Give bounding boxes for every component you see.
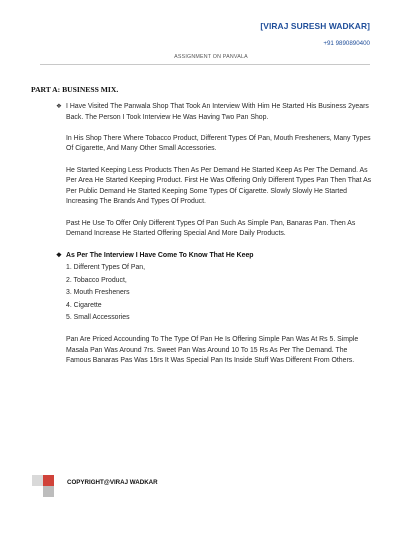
footer-block-light <box>43 486 54 497</box>
footer-block-red <box>43 475 54 486</box>
footer-logo-blocks <box>32 475 62 505</box>
interview-heading <box>56 251 374 262</box>
section-title: PART A: BUSINESS MIX. <box>31 85 119 94</box>
document-subject: ASSIGNMENT ON PANVALA <box>174 54 248 60</box>
footer-block-gray <box>32 475 43 486</box>
list-item: 5. Small Accessories <box>66 313 130 321</box>
list-item: 3. Mouth Fresheners <box>66 289 130 297</box>
intro-paragraph <box>56 102 374 123</box>
phone-number: +91 9890890400 <box>323 40 370 47</box>
document-body <box>56 102 374 367</box>
copyright-text: COPYRIGHT@VIRAJ WADKAR <box>67 479 158 486</box>
diamond-bullet-icon: ❖ <box>56 103 62 110</box>
pricing-paragraph: Pan Are Priced Accounding To The Type Of Pan He Is Offering Simple Pan Was At Rs 5. Simple Masala Pan Was Around 7rs. Sweet Pan Was Around 10 To 15 Rs As Per The Demand. The Famous Banaras Pas Was 15rs It Was Special Pan Its Inside Stuff Was Different From Others. <box>66 335 359 365</box>
intro-paragraph-text: I Have Visited The Panwala Shop That Took An Interview With Him He Started His Business 2years Back. The Person I Took Interview He Was Having Two Pan Shop. <box>66 103 369 121</box>
header-rule <box>40 64 370 65</box>
list-item: 4. Cigarette <box>66 301 102 309</box>
products-paragraph: In His Shop There Where Tobacco Product, Different Types Of Pan, Mouth Fresheners, Many Types Of Cigarette, And Many Other Small Accessories. <box>66 134 371 153</box>
interview-heading-text: As Per The Interview I Have Come To Know That He Keep <box>66 251 254 259</box>
items-list <box>66 262 374 324</box>
growth-paragraph: He Started Keeping Less Products Then As Per Demand He Started Keep As Per The Demand. As Per Area He Started Keeping Product. First He Was Offering Only Different Types Pan Then That As Per Public Demand He Started Keeping Some Types Of Cigarette. Slowly Slowly He Started Increasing The Brands And Types Of Product. <box>66 166 372 206</box>
list-item: 2. Tobacco Product, <box>66 276 127 284</box>
history-paragraph: Past He Use To Offer Only Different Types Of Pan Such As Simple Pan, Banaras Pan. Then As Demand Increase He Started Offering Special And More Daily Products. <box>66 219 356 238</box>
list-item: 1. Different Types Of Pan, <box>66 264 146 272</box>
author-name: [VIRAJ SURESH WADKAR] <box>260 21 370 31</box>
diamond-bullet-icon: ❖ <box>56 251 62 259</box>
